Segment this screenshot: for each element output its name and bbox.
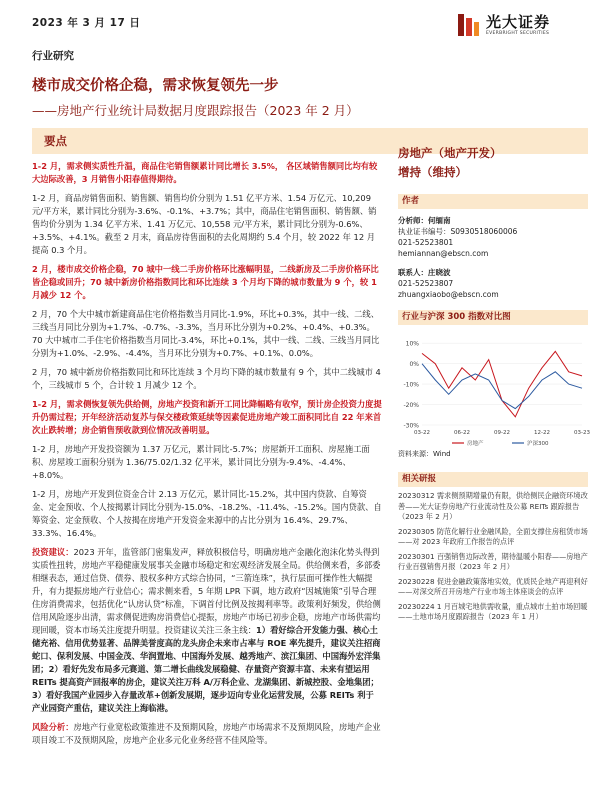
y-tick-label: 10% bbox=[405, 340, 419, 348]
highlight-paragraph: 2 月，楼市成交价格企稳，70 城中一线二手房价格环比涨幅明显，二线新房及二手房价格环比皆企稳或回升；70 城中新房价格指数同比和环比连续 3 个月均下降的城市数量为 9 个，较 1 月减少 12 个。 bbox=[32, 264, 379, 300]
related-report-item[interactable]: 20230301 百强销售边际改善，期待温暖小阳春——房地产行业百强销售月报（2023 年 2 月） bbox=[398, 551, 588, 571]
series-line bbox=[422, 364, 582, 409]
body-paragraph: 1-2 月，房地产开发投资额为 1.37 万亿元，累计同比-5.7%；房屋新开工面积、房屋施工面积、房屋竣工面积分别为 1.36/75.02/1.32 亿平米，累计同比分别为-9.4%、-4.4%、+8.0%。 bbox=[32, 444, 370, 480]
body-paragraph: 1-2 月，房地产开发到位资金合计 2.13 万亿元，累计同比-15.2%，其中国内贷款、自筹资金、定金预收、个人按揭累计同比分别为-15.0%、-18.2%、-11.4%、-15.2%。国内贷款、自筹资金、定金预收、个人按揭在房地产开发资金来源中的占比分别为 16.4%、29.7%、33.3%、16.4%。 bbox=[32, 489, 382, 538]
related-list bbox=[398, 491, 588, 623]
related-report-item[interactable]: 20230228 促进金融政策落地实效，优质民企地产再迎利好——对深交所召开房地产行业市场主体座谈会的点评 bbox=[398, 576, 588, 596]
x-tick-label: 06-22 bbox=[454, 430, 470, 436]
y-tick-label: 0% bbox=[409, 361, 419, 369]
rating-label: 增持（维持） bbox=[398, 165, 467, 179]
highlight-paragraph: 1-2 月，需求侧实质性升温，商品住宅销售额累计同比增长 3.5%， 各区域销售额同比均有较大边际改善，3 月销售小阳春值得期待。 bbox=[32, 161, 378, 184]
risk-analysis: 风险分析：房地产行业宽松政策推进不及预期风险，房地产市场需求不及预期风险，房地产企业项目竣工不及预期风险，房地产企业多元化业务经营不佳风险等。 bbox=[32, 722, 381, 745]
chart-source: 资料来源：Wind bbox=[398, 450, 451, 458]
chart-header: 行业与沪深 300 指数对比图 bbox=[398, 310, 588, 325]
logo-english: EVERBRIGHT SECURITIES bbox=[486, 31, 550, 36]
logo-mark-icon bbox=[456, 12, 480, 38]
x-tick-label: 12-22 bbox=[534, 430, 550, 436]
author-header: 作者 bbox=[398, 194, 588, 209]
highlight-paragraph: 1-2 月，需求侧恢复领先供给侧，房地产投资和新开工同比降幅略有收窄，预计房企投资力度提升仍需过程；开年经济活动复苏与保交楼政策延续等因素促进房地产竣工面积同比自 22 年来首次止跌转增；房企销售预收款到位情况改善明显。 bbox=[32, 399, 382, 435]
x-tick-label: 03-23 bbox=[574, 430, 590, 436]
related-report-item[interactable]: 20230312 需求侧预期增量仍有限，供给侧民企融资环境改善——光大证券房地产行业流动性及公募 REITs 跟踪报告（2023 年 2 月） bbox=[398, 491, 588, 521]
related-report-item[interactable]: 20230305 防范化解行业金融风险，全面支撑住房租赁市场——对 2023 年政府工作报告的点评 bbox=[398, 526, 588, 546]
related-header: 相关研报 bbox=[398, 472, 588, 487]
page-title: 楼市成交价格企稳，需求恢复领先一步 bbox=[32, 78, 279, 94]
investment-advice: 投资建议：2023 开年，监管部门密集发声，释放积极信号，明确房地产金融化泡沫化势头得到实质性扭转，房地产平稳健康发展事关金融市场稳定和宏观经济发展全局。供给侧来看，多部委相继表态，通过信贷、债券、股权多种方式综合协同，“三箭连珠”，执行层面可操作性大幅提升，有力提振房地产行业信心；需求侧来看，5 年期 LPR 下调，地方政府“因城施策”引导合理住房消费需求，包括优化“认房认贷”标准，下调首付比例及按揭利率等。政策利好频发，供给侧信用风险逐步出清，需求侧促进购房消费信心提振，房地产市场已初步企稳，房地产市场供需均现回暖，资本市场关注度提升明显。投资建议关注三条主线：1）看好综合开发能力强、核心土储充裕、信用优势显著、品牌美誉度高的龙头房企未来市占率与 ROE 率先提升，建议关注招商蛇口、保利发展、中国金茂、华润置地、中国海外发展、越秀地产、滨江集团、中国海外宏洋集团；2）看好先发布局多元赛道、第二增长曲线发展稳健、存量资产资源丰富、未来有望运用 REITs 提高资产回报率的房企，建议关注万科 A/万科企业、龙湖集团、新城控股、金地集团；3）看好我国产业园步入存量改革+创新发展期，逐步迈向专业化运营发展，公募 REITs 利于产业园资产重估，建议关注上海临港。 bbox=[32, 547, 381, 713]
section-title: 要点 bbox=[44, 134, 67, 148]
report-date: 2023 年 3 月 17 日 bbox=[32, 17, 141, 29]
comparison-chart bbox=[398, 325, 588, 449]
analyst-info: 分析师：何缅南 执业证书编号：S0930518060006 021-52523801 hemiannan@ebscn.com 联系人：庄晓波 021-52523807 zhuangxiaobo@ebscn.com bbox=[398, 216, 518, 299]
industry-label: 房地产（地产开发） bbox=[398, 146, 502, 160]
report-category: 行业研究 bbox=[32, 50, 74, 62]
y-tick-label: -30% bbox=[403, 422, 419, 430]
body-paragraph: 2 月，70 城中新房价格指数同比和环比连续 3 个月均下降的城市数量有 9 个，其中二线城市 4 个，三线城市 5 个，合计较 1 月减少 12 个。 bbox=[32, 367, 381, 390]
logo-name: 光大证券 bbox=[486, 13, 551, 31]
body-paragraph: 2 月，70 个大中城市新建商品住宅价格指数当月同比-1.9%，环比+0.3%，其中一线、二线、三线当月同比分别为+1.7%、-0.7%、-3.3%，当月环比分别为+0.2%、+0.4%、+0.3%。70 大中城市二手住宅价格指数当月同比-3.4%，环比+0.1%，其中一线、二线、三线当月同比分别为+1.0%、-2.9%、-4.4%，当月环比分别为+0.7%、+0.1%、0.0%。 bbox=[32, 309, 380, 358]
y-tick-label: -10% bbox=[403, 381, 419, 389]
legend-label: 房地产 bbox=[467, 441, 484, 447]
company-logo bbox=[456, 8, 574, 42]
x-tick-label: 03-22 bbox=[414, 430, 430, 436]
x-tick-label: 09-22 bbox=[494, 430, 510, 436]
main-body bbox=[32, 160, 382, 753]
chart-container bbox=[398, 325, 588, 449]
related-report-item[interactable]: 20230224 1 月百城宅地供需收量，重点城市土拍市场回暖——土地市场月度跟踪报告（2023 年 1 月） bbox=[398, 601, 588, 621]
page-subtitle: ——房地产行业统计局数据月度跟踪报告（2023 年 2 月） bbox=[32, 103, 359, 118]
body-paragraph: 1-2 月，商品房销售面积、销售额、销售均价分别为 1.51 亿平方米、1.54 万亿元、10,209 元/平方米，累计同比分别为-3.6%、-0.1%、+3.7%；其中，商品住宅销售面积、销售额、销售均价分别为 1.34 亿平方米、1.41 万亿元、10,558 元/平方米，累计同比分别为-0.6%、+3.5%、+4.1%。截至 2 月末，商品房待售面积的去化周期约 5.4 个月，较 2022 年 12 月提高 0.3 个月。 bbox=[32, 193, 377, 255]
sidebar bbox=[398, 144, 588, 627]
y-tick-label: -20% bbox=[403, 402, 419, 410]
legend-label: 沪深300 bbox=[527, 441, 549, 447]
